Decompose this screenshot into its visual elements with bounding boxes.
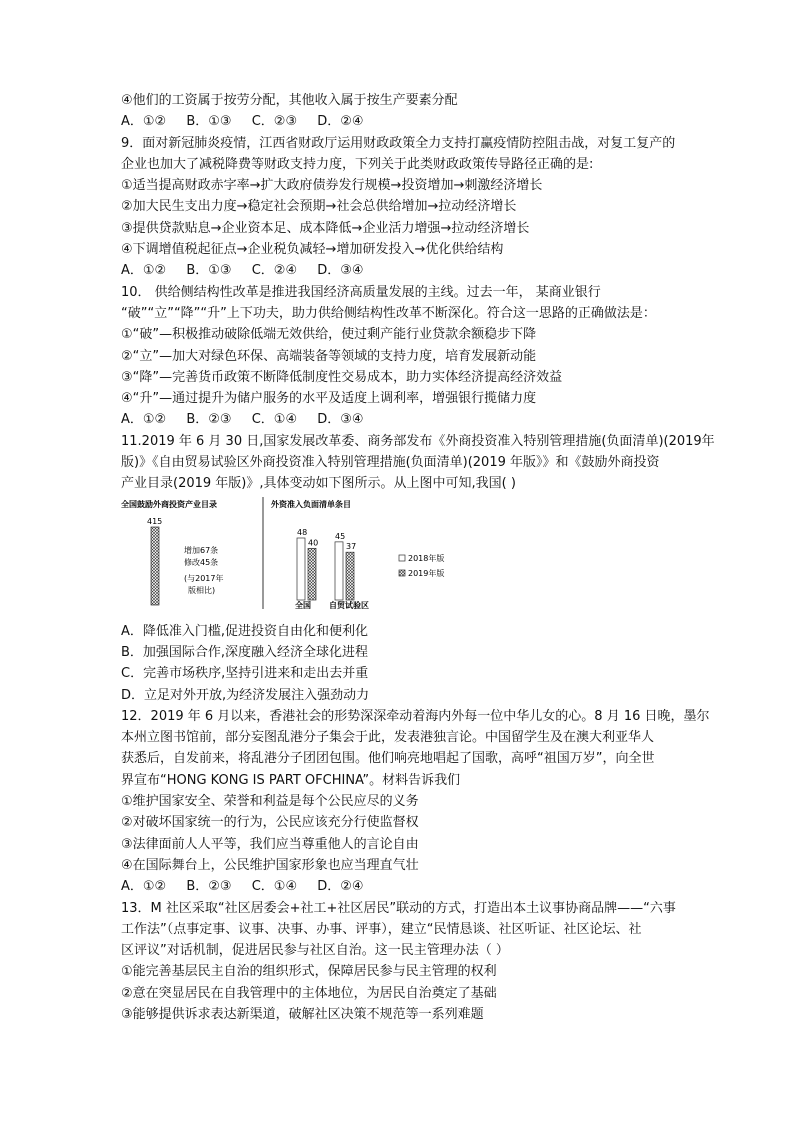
q13-statement-1: ①能完善基层民主自治的组织形式，保障居民参与民主管理的权利 [121,964,497,980]
q8-options [121,111,701,132]
q10-option-c: C．①④ [251,412,298,428]
q12-stem-line-4: 界宣布“HONG KONG IS PART OFCHINA”。材料告诉我们 [121,772,461,788]
q10-option-a: A．①② [121,412,167,428]
chart1-bar [151,527,159,605]
chart1-annotation-2: 修改45条 [184,557,219,567]
q10-statement-1: ①“破”—积极推动破除低端无效供给，使过剩产能行业贷款余额稳步下降 [121,327,537,343]
chart2-title: 外资准入负面清单条目 [271,499,351,509]
q11-choice-d: D．立足对外开放,为经济发展注入强劲动力 [121,687,370,703]
q8-option-c: C．②③ [251,114,298,130]
q11-stem-line-1: 11.2019 年 6 月 30 日,国家发展改革委、商务部发布《外商投资准入特别管理措施(负面清单)(2019年 [121,433,715,449]
q9-statement-1: ①适当提高财政赤字率→扩大政府债券发行规模→投资增加→刺激经济增长 [121,178,543,194]
q9-option-a: A．①② [121,263,167,279]
chart2-bar [308,548,316,600]
legend-swatch-2018 [399,555,405,561]
q8-statement-4: ④他们的工资属于按劳分配，其他收入属于按生产要素分配 [121,93,458,108]
q9-option-b: B．①③ [186,263,232,279]
chart2-bar-label: 48 [297,527,308,537]
q12-option-d: D．②④ [317,879,364,895]
q10-stem-line-1: 10． 供给侧结构性改革是推进我国经济高质量发展的主线。过去一年， 某商业银行 [121,284,601,300]
q10-options [121,409,701,430]
q12-option-a: A．①② [121,879,167,895]
q9-statement-3: ③提供贷款贴息→企业资本足、成本降低→企业活力增强→拉动经济增长 [121,220,530,236]
q12-statement-2: ②对破坏国家统一的行为，公民应该充分行使监督权 [121,815,419,831]
chart2-bar-label: 40 [308,537,319,547]
q8-option-d: D．②④ [317,114,364,130]
chart2-bar [346,552,354,600]
q10-statement-3: ③“降”—完善货币政策不断降低制度性交易成本，助力实体经济提高经济效益 [121,369,563,385]
q13-statement-3: ③能够提供诉求表达新渠道，破解社区决策不规范等一系列难题 [121,1006,484,1022]
q13-statement-2: ②意在突显居民在自我管理中的主体地位，为居民自治奠定了基础 [121,985,497,1001]
q12-statement-3: ③法律面前人人平等，我们应当尊重他人的言论自由 [121,836,419,852]
q11-choice-c: C．完善市场秩序,坚持引进来和走出去并重 [121,666,369,682]
q9-option-c: C．②④ [251,263,298,279]
legend-label-2018: 2018年版 [408,553,445,563]
q12-statement-4: ④在国际舞台上，公民维护国家形象也应当理直气壮 [121,857,419,873]
legend-label-2019: 2019年版 [408,568,445,578]
q9-stem-line-1: 9．面对新冠肺炎疫情，江西省财政厅运用财政政策全力支持打赢疫情防控阻击战，对复工复产的 [121,135,676,151]
q13-stem-line-2: 工作法”（点事定事、议事、决事、办事、评事），建立“民情恳谈、社区听证、社区论坛、社 [121,921,642,937]
q12-options [121,876,701,897]
chart2-bar [297,538,305,600]
chart1-bar-label: 415 [147,516,163,526]
q12-option-b: B．②③ [186,879,232,895]
chart2-category-label: 全国 [295,600,311,610]
q8-option-a: A．①② [121,114,167,130]
q10-stem-line-2: “破”“立”“降”“升”上下功夫，助力供给侧结构性改革不断深化。符合这一思路的正确做法是： [121,305,656,321]
chart1-annotation-1: 增加67条 [184,545,219,555]
q10-option-d: D．③④ [317,412,364,428]
q12-stem-line-3: 获悉后，自发前来，将乱港分子团团包围。他们响亮地唱起了国歌，高呼“祖国万岁”，向全世 [121,751,655,767]
q11-figure [121,497,461,617]
chart1-annotation-4: 版相比) [188,585,216,595]
q9-stem-line-2: 企业也加大了减税降费等财政支持力度，下列关于此类财政政策传导路径正确的是: [121,156,594,172]
q10-option-b: B．②③ [186,412,232,428]
q12-stem-line-2: 本州立图书馆前，部分妄图乱港分子集会于此，发表港独言论。中国留学生及在澳大利亚华人 [121,730,655,746]
q11-choice-b: B．加强国际合作,深度融入经济全球化进程 [121,644,369,660]
chart1-annotation-3: (与2017年 [184,573,224,583]
q12-statement-1: ①维护国家安全、荣誉和利益是每个公民应尽的义务 [121,794,419,810]
q9-options [121,260,701,281]
chart2-bar [335,542,343,600]
chart2-bar-label: 37 [346,541,357,551]
exam-page [121,90,715,1025]
chart2-bar-label: 45 [335,531,346,541]
q10-statement-4: ④“升”—通过提升为储户服务的水平及适度上调利率，增强银行揽储力度 [121,391,537,407]
q9-statement-4: ④下调增值税起征点→企业税负减轻→增加研发投入→优化供给结构 [121,242,504,258]
q11-stem-line-3: 产业目录(2019 年版)》,具体变动如下图所示。从上图中可知,我国( ) [121,476,516,492]
chart1-title: 全国鼓励外商投资产业目录 [121,499,217,509]
q9-statement-2: ②加大民生支出力度→稳定社会预期→社会总供给增加→拉动经济增长 [121,199,517,215]
q9-option-d: D．③④ [317,263,364,279]
q13-stem-line-1: 13．M 社区采取“社区居委会+社工+社区居民”联动的方式，打造出本土议事协商品牌——“六事 [121,900,676,916]
chart2-category-label: 自贸试验区 [329,600,369,610]
q13-stem-line-3: 区评议”对话机制，促进居民参与社区自治。这一民主管理办法（ ） [121,943,509,959]
q12-option-c: C．①④ [251,879,298,895]
q11-choice-a: A．降低准入门槛,促进投资自由化和便利化 [121,623,369,639]
q12-stem-line-1: 12．2019 年 6 月以来，香港社会的形势深深牵动着海内外每一位中华儿女的心。8 月 16 日晚，墨尔 [121,708,710,724]
q10-statement-2: ②“立”—加大对绿色环保、高端装备等领域的支持力度，培育发展新动能 [121,348,537,364]
q8-option-b: B．①③ [186,114,232,130]
q11-stem-line-2: 版)》《自由贸易试验区外商投资准入特别管理措施(负面清单)(2019 年版》》和《鼓励外商投资 [121,455,660,471]
q11-chart [121,497,461,617]
legend-swatch-2019 [399,570,405,576]
